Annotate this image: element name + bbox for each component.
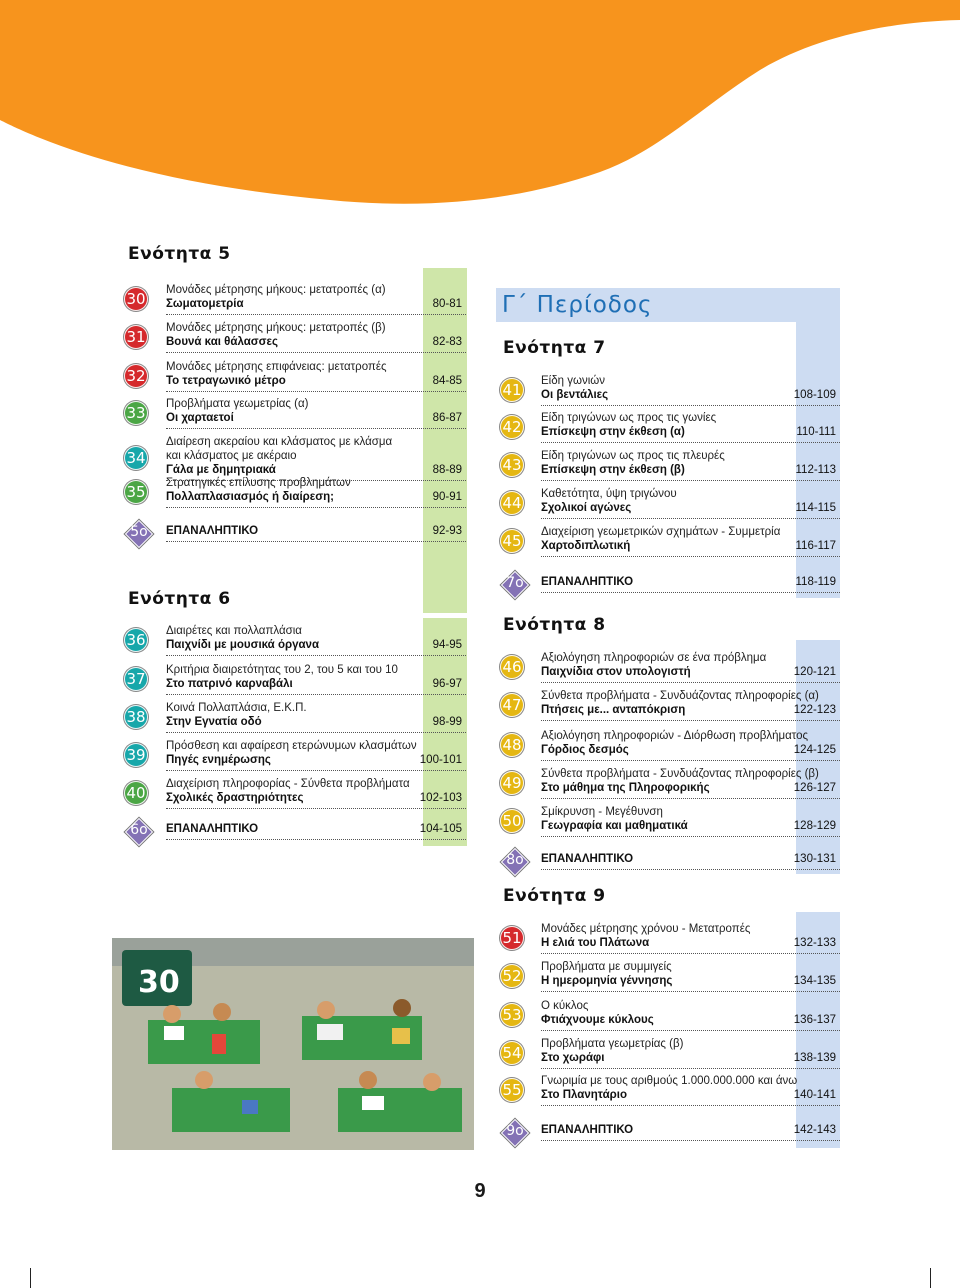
lesson-title: Πηγές ενημέρωσης <box>166 754 271 766</box>
lesson-number-badge: 53 <box>500 1003 524 1027</box>
orange-header-wave <box>0 0 960 220</box>
lesson-title: Φτιάχνουμε κύκλους <box>541 1014 654 1026</box>
dotted-separator <box>541 798 840 799</box>
crop-mark-bl-v <box>30 1268 31 1288</box>
lesson-subtitle: Γνωριμία με τους αριθμούς 1.000.000.000 και άνω <box>541 1075 798 1087</box>
lesson-subtitle: Είδη γωνιών <box>541 375 605 387</box>
lesson-title: Πολλαπλασιασμός ή διαίρεση; <box>166 491 334 503</box>
lesson-subtitle: Προβλήματα γεωμετρίας (α) <box>166 398 309 410</box>
lesson-number-badge: 43 <box>500 453 524 477</box>
lesson-number-badge: 30 <box>124 287 148 311</box>
lesson-number-badge: 46 <box>500 655 524 679</box>
review-title: ΕΠΑΝΑΛΗΠΤΙΚΟ <box>166 823 259 835</box>
dotted-separator <box>541 592 840 593</box>
crop-mark-br-v <box>930 1268 931 1288</box>
lesson-pages: 132-133 <box>793 937 836 949</box>
lesson-subtitle: Σύνθετα προβλήματα - Συνδυάζοντας πληροφορίες (α) <box>541 690 819 702</box>
unit-title-6: Ενότητα 6 <box>128 589 231 609</box>
lesson-title: Παιχνίδι με μουσικά όργανα <box>166 639 320 651</box>
lesson-title: Οι χαρταετοί <box>166 412 234 424</box>
unit-title-5: Ενότητα 5 <box>128 244 231 264</box>
classroom-illustration <box>112 938 474 1150</box>
review-number: 7ο <box>506 575 524 591</box>
lesson-pages: 82-83 <box>432 336 462 348</box>
lesson-number-badge: 39 <box>124 743 148 767</box>
lesson-pages: 128-129 <box>793 820 836 832</box>
lesson-subtitle: Προβλήματα με συμμιγείς <box>541 961 672 973</box>
dotted-separator <box>541 760 840 761</box>
lesson-title: Γεωγραφία και μαθηματικά <box>541 820 688 832</box>
lesson-pages: 140-141 <box>793 1089 836 1101</box>
lesson-subtitle: Είδη τριγώνων ως προς τις πλευρές <box>541 450 725 462</box>
lesson-number-badge: 32 <box>124 364 148 388</box>
lesson-subtitle: Κριτήρια διαιρετότητας του 2, του 5 και του 10 <box>166 664 398 676</box>
review-title: ΕΠΑΝΑΛΗΠΤΙΚΟ <box>541 1124 634 1136</box>
lesson-subtitle: Διαχείριση γεωμετρικών σχημάτων - Συμμετρία <box>541 526 781 538</box>
lesson-pages: 124-125 <box>793 744 836 756</box>
lesson-subtitle-line2: και κλάσματος με ακέραιο <box>166 450 297 462</box>
review-title: ΕΠΑΝΑΛΗΠΤΙΚΟ <box>541 576 634 588</box>
lesson-pages: 90-91 <box>432 491 462 503</box>
review-title: ΕΠΑΝΑΛΗΠΤΙΚΟ <box>166 525 259 537</box>
lesson-number-badge: 55 <box>500 1078 524 1102</box>
lesson-subtitle: Πρόσθεση και αφαίρεση ετερώνυμων κλασμάτων <box>166 740 417 752</box>
lesson-subtitle: Μονάδες μέτρησης χρόνου - Μετατροπές <box>541 923 751 935</box>
dotted-separator <box>166 770 466 771</box>
lesson-pages: 142-143 <box>793 1124 836 1136</box>
lesson-subtitle: Διαχείριση πληροφορίας - Σύνθετα προβλήματα <box>166 778 410 790</box>
dotted-separator <box>166 732 466 733</box>
lesson-title: Το τετραγωνικό μέτρο <box>166 375 286 387</box>
lesson-number-badge: 45 <box>500 529 524 553</box>
lesson-pages: 138-139 <box>793 1052 836 1064</box>
dotted-separator <box>541 518 840 519</box>
lesson-subtitle: Αξιολόγηση πληροφοριών - Διόρθωση προβλήματος <box>541 730 809 742</box>
lesson-subtitle: Κοινά Πολλαπλάσια, Ε.Κ.Π. <box>166 702 307 714</box>
lesson-pages: 110-111 <box>796 426 836 438</box>
lesson-title: Σχολικές δραστηριότητες <box>166 792 304 804</box>
review-number: 8ο <box>506 852 524 868</box>
lesson-title: Στην Εγνατία οδό <box>166 716 262 728</box>
lesson-pages: 108-109 <box>793 389 836 401</box>
review-number: 9ο <box>506 1123 524 1139</box>
dotted-separator <box>541 1105 840 1106</box>
lesson-pages: 136-137 <box>793 1014 836 1026</box>
lesson-subtitle: Αξιολόγηση πληροφοριών σε ένα πρόβλημα <box>541 652 767 664</box>
lesson-title: Χαρτοδιπλωτική <box>541 540 631 552</box>
lesson-pages: 92-93 <box>432 525 462 537</box>
unit-title-9: Ενότητα 9 <box>503 886 606 906</box>
dotted-separator <box>166 839 466 840</box>
lesson-pages: 114-115 <box>795 502 836 514</box>
dotted-separator <box>541 480 840 481</box>
dotted-separator <box>166 428 466 429</box>
lesson-pages: 126-127 <box>793 782 836 794</box>
lesson-number-badge: 41 <box>500 378 524 402</box>
lesson-subtitle: Στρατηγικές επίλυσης προβλημάτων <box>166 477 351 489</box>
lesson-subtitle: Διαιρέτες και πολλαπλάσια <box>166 625 302 637</box>
lesson-number-badge: 42 <box>500 415 524 439</box>
lesson-subtitle: Μονάδες μέτρησης επιφάνειας: μετατροπές <box>166 361 387 373</box>
lesson-number-badge: 54 <box>500 1041 524 1065</box>
lesson-number-badge: 49 <box>500 771 524 795</box>
lesson-subtitle: Σύνθετα προβλήματα - Συνδυάζοντας πληροφορίες (β) <box>541 768 819 780</box>
dotted-separator <box>166 507 466 508</box>
lesson-pages: 104-105 <box>419 823 462 835</box>
lesson-pages: 80-81 <box>432 298 462 310</box>
review-number: 6ο <box>130 822 148 838</box>
review-title: ΕΠΑΝΑΛΗΠΤΙΚΟ <box>541 853 634 865</box>
lesson-pages: 98-99 <box>432 716 462 728</box>
lesson-subtitle: Ο κύκλος <box>541 1000 589 1012</box>
lesson-number-badge: 38 <box>124 705 148 729</box>
lesson-title: Στο πατρινό καρναβάλι <box>166 678 293 690</box>
dotted-separator <box>541 405 840 406</box>
lesson-pages: 120-121 <box>793 666 836 678</box>
dotted-separator <box>541 991 840 992</box>
lesson-title: Γάλα με δημητριακά <box>166 464 276 476</box>
lesson-number-badge: 48 <box>500 733 524 757</box>
lesson-title: Σωματομετρία <box>166 298 244 310</box>
lesson-title: Βουνά και θάλασσες <box>166 336 278 348</box>
green-column-unit5 <box>423 268 467 613</box>
lesson-pages: 84-85 <box>432 375 462 387</box>
lesson-number-badge: 44 <box>500 491 524 515</box>
lesson-number-badge: 31 <box>124 325 148 349</box>
dotted-separator <box>541 836 840 837</box>
unit-title-8: Ενότητα 8 <box>503 615 606 635</box>
lesson-title: Στο Πλανητάριο <box>541 1089 628 1101</box>
lesson-number-badge: 40 <box>124 781 148 805</box>
dotted-separator <box>541 953 840 954</box>
lesson-pages: 94-95 <box>432 639 462 651</box>
lesson-subtitle: Διαίρεση ακεραίου και κλάσματος με κλάσμα <box>166 436 393 448</box>
dotted-separator <box>541 1068 840 1069</box>
lesson-title: Οι βεντάλιες <box>541 389 609 401</box>
dotted-separator <box>166 655 466 656</box>
review-number: 5ο <box>130 524 148 540</box>
dotted-separator <box>166 314 466 315</box>
lesson-title: Γόρδιος δεσμός <box>541 744 629 756</box>
unit-title-7: Ενότητα 7 <box>503 338 606 358</box>
lesson-pages: 130-131 <box>793 853 836 865</box>
lesson-subtitle: Προβλήματα γεωμετρίας (β) <box>541 1038 684 1050</box>
lesson-title: Η ημερομηνία γέννησης <box>541 975 673 987</box>
dotted-separator <box>541 556 840 557</box>
dotted-separator <box>541 442 840 443</box>
lesson-number-badge: 34 <box>124 446 148 470</box>
lesson-pages: 100-101 <box>419 754 462 766</box>
dotted-separator <box>166 352 466 353</box>
dotted-separator <box>541 869 840 870</box>
lesson-title: Επίσκεψη στην έκθεση (α) <box>541 426 685 438</box>
lesson-pages: 102-103 <box>419 792 462 804</box>
page-number: 9 <box>474 1180 486 1202</box>
lesson-pages: 118-119 <box>795 576 836 588</box>
lesson-subtitle: Μονάδες μέτρησης μήκους: μετατροπές (α) <box>166 284 386 296</box>
dotted-separator <box>166 541 466 542</box>
dotted-separator <box>541 1030 840 1031</box>
dotted-separator <box>541 720 840 721</box>
dotted-separator <box>166 694 466 695</box>
lesson-number-badge: 52 <box>500 964 524 988</box>
lesson-subtitle: Σμίκρυνση - Μεγέθυνση <box>541 806 663 818</box>
lesson-pages: 122-123 <box>793 704 836 716</box>
lesson-title: Παιχνίδια στον υπολογιστή <box>541 666 691 678</box>
lesson-pages: 134-135 <box>793 975 836 987</box>
lesson-pages: 116-117 <box>795 540 836 552</box>
lesson-number-badge: 35 <box>124 480 148 504</box>
dotted-separator <box>166 391 466 392</box>
lesson-title: Σχολικοί αγώνες <box>541 502 632 514</box>
period-title: Γ΄ Περίοδος <box>496 288 840 322</box>
dotted-separator <box>541 1140 840 1141</box>
lesson-number-badge: 50 <box>500 809 524 833</box>
lesson-number-badge: 36 <box>124 628 148 652</box>
lesson-pages: 96-97 <box>432 678 462 690</box>
lesson-number-badge: 51 <box>500 926 524 950</box>
lesson-number-badge: 37 <box>124 667 148 691</box>
lesson-title: Πτήσεις με... ανταπόκριση <box>541 704 686 716</box>
lesson-title: Επίσκεψη στην έκθεση (β) <box>541 464 685 476</box>
lesson-pages: 86-87 <box>432 412 462 424</box>
lesson-number-badge: 47 <box>500 693 524 717</box>
lesson-title: Στο μάθημα της Πληροφορικής <box>541 782 710 794</box>
lesson-title: Η ελιά του Πλάτωνα <box>541 937 650 949</box>
dotted-separator <box>541 682 840 683</box>
lesson-pages: 112-113 <box>795 464 836 476</box>
lesson-subtitle: Καθετότητα, ύψη τριγώνου <box>541 488 677 500</box>
lesson-pages: 88-89 <box>432 464 462 476</box>
lesson-subtitle: Είδη τριγώνων ως προς τις γωνίες <box>541 412 717 424</box>
lesson-number-badge: 33 <box>124 401 148 425</box>
lesson-title: Στο χωράφι <box>541 1052 605 1064</box>
illustration-label: 30 <box>138 965 180 1000</box>
dotted-separator <box>166 808 466 809</box>
lesson-subtitle: Μονάδες μέτρησης μήκους: μετατροπές (β) <box>166 322 386 334</box>
